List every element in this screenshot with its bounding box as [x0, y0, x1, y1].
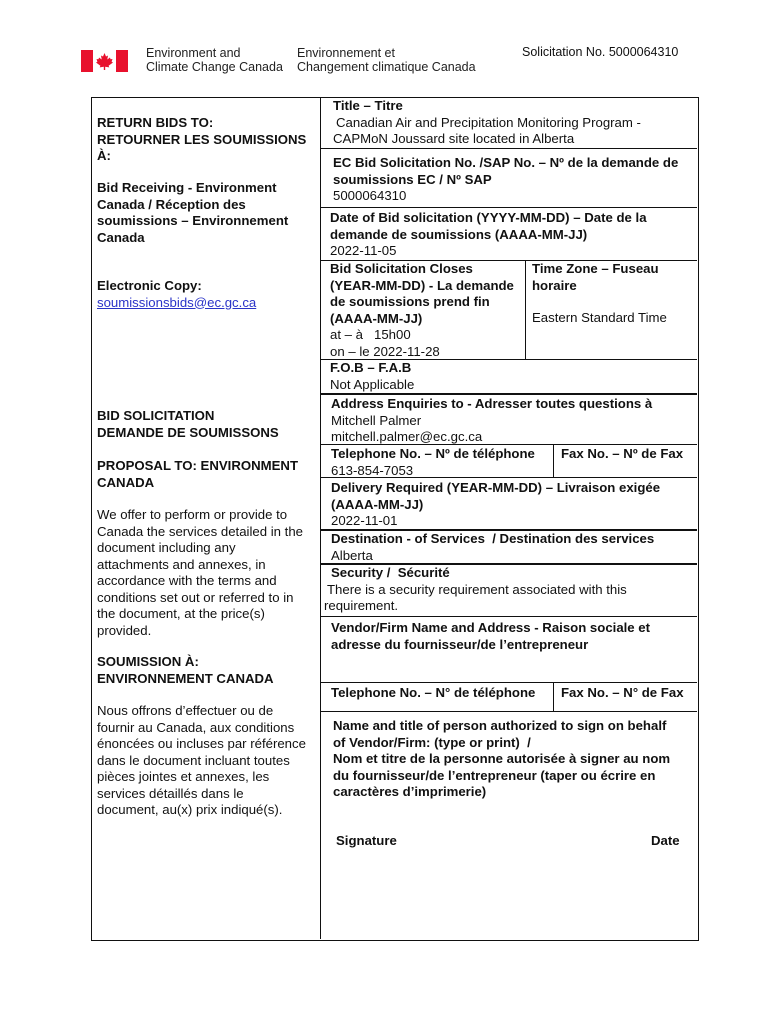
security-label: Security / Sécurité: [331, 565, 450, 580]
title-section: [333, 98, 641, 148]
date-label-line2: demande de soumissions (AAAA-MM-JJ): [330, 226, 588, 242]
destination-label: Destination - of Services / Destination des services: [331, 531, 655, 546]
electronic-copy-email-link[interactable]: soumissionsbids@ec.gc.ca: [97, 294, 257, 310]
proposal-heading: [97, 458, 298, 491]
offer-en-line: We offer to perform or provide to: [97, 507, 288, 522]
closes-line3: de soumissions prend fin: [330, 294, 490, 309]
authorized-line1: Name and title of person authorized to sign on behalf: [333, 718, 667, 733]
bid-receiving-line1: Bid Receiving - Environment: [97, 180, 277, 195]
divider: [553, 444, 554, 478]
fob-section: [330, 360, 414, 393]
authorized-line3: Nom et titre de la personne autorisée à signer au nom: [333, 751, 671, 766]
title-line2: CAPMoN Joussard site located in Alberta: [333, 131, 575, 146]
offer-fr-line: dans le document incluant toutes: [97, 752, 290, 768]
offer-en-line: accordance with the terms and: [97, 573, 277, 588]
dept-en-line2: Climate Change Canada: [146, 59, 283, 74]
divider: [320, 148, 697, 149]
authorized-line2: of Vendor/Firm: (type or print) /: [333, 734, 531, 750]
electronic-copy-label: Electronic Copy:: [97, 278, 202, 293]
dept-fr-line1: Environnement et: [297, 46, 395, 60]
bid-solicitation-line2: DEMANDE DE SOUMISSONS: [97, 424, 279, 440]
solicitation-date-section: [330, 210, 647, 260]
bid-solicitation-line1: BID SOLICITATION: [97, 408, 215, 423]
destination-section: [331, 531, 654, 564]
delivery-value: 2022-11-01: [331, 513, 398, 528]
fob-label: F.O.B – F.A.B: [330, 360, 412, 375]
bid-receiving-line4: Canada: [97, 229, 145, 245]
return-bids-line1: RETURN BIDS TO:: [97, 115, 214, 130]
bid-solicitation-heading: [97, 408, 279, 441]
bid-receiving-line2: Canada / Réception des: [97, 196, 246, 212]
offer-fr-line: fournir au Canada, aux conditions: [97, 719, 295, 735]
return-bids-line3: À:: [97, 148, 111, 163]
security-section: [324, 565, 627, 615]
time-zone-section: [532, 261, 667, 327]
offer-en-line: attachments and annexes, in: [97, 556, 266, 572]
solicitation-number: Solicitation No. 5000064310: [522, 45, 679, 59]
electronic-copy: [97, 278, 256, 311]
offer-en-line: conditions set out or referred to in: [97, 589, 294, 605]
authorized-line5: caractères d’imprimerie): [333, 784, 487, 799]
offer-text-en: [97, 507, 303, 639]
divider: [320, 616, 697, 617]
enquiries-email: mitchell.palmer@ec.gc.ca: [331, 429, 483, 444]
offer-fr-line: services détaillés dans le: [97, 785, 244, 801]
sap-label-line2: soumissions EC / Nº SAP: [333, 171, 492, 187]
dept-name-fr: [297, 47, 476, 74]
telephone-value: 613-854-7053: [331, 462, 414, 478]
authorized-section: [333, 718, 670, 801]
enquiries-label: Address Enquiries to - Adresser toutes questions à: [331, 396, 653, 411]
divider: [320, 207, 697, 208]
delivery-label-line2: (AAAA-MM-JJ): [331, 496, 424, 512]
divider: [320, 682, 697, 683]
tz-value: Eastern Standard Time: [532, 310, 667, 325]
offer-en-line: Canada the services detailed in the: [97, 523, 304, 539]
delivery-label-line1: Delivery Required (YEAR-MM-DD) – Livraison exigée: [331, 480, 661, 495]
closes-line4: (AAAA-MM-JJ): [330, 310, 423, 326]
divider: [553, 682, 554, 712]
date-label-line1: Date of Bid solicitation (YYYY-MM-DD) – Date de la: [330, 210, 647, 225]
title-line1: Canadian Air and Precipitation Monitoring Program -: [336, 114, 641, 130]
date-sign-label: Date: [651, 833, 680, 848]
offer-fr-line: pièces jointes et annexes, les: [97, 769, 270, 784]
bid-receiving-address: [97, 180, 288, 246]
title-label: Title – Titre: [333, 98, 403, 113]
offer-text-fr: [97, 703, 306, 819]
sap-value: 5000064310: [333, 188, 407, 203]
offer-fr-line: énoncées ou incluses par référence: [97, 736, 306, 751]
closes-line2: (YEAR-MM-DD) - La demande: [330, 277, 514, 293]
date-value: 2022-11-05: [330, 243, 397, 258]
soumission-line1: SOUMISSION À:: [97, 654, 199, 669]
closes-line1: Bid Solicitation Closes: [330, 261, 473, 276]
dept-en-line1: Environment and: [146, 46, 241, 60]
vendor-line1: Vendor/Firm Name and Address - Raison sociale et: [331, 620, 651, 635]
offer-en-line: provided.: [97, 622, 152, 638]
signature-label: Signature: [336, 833, 397, 848]
security-line2: requirement.: [324, 598, 399, 613]
authorized-line4: du fournisseur/de l’entrepreneur (taper ou écrire en: [333, 767, 656, 783]
vendor-fax-label: Fax No. – N° de Fax: [561, 685, 684, 700]
divider: [320, 711, 697, 712]
vendor-telephone-label: Telephone No. – N° de téléphone: [331, 685, 536, 700]
sap-label-line1: EC Bid Solicitation No. /SAP No. – Nº de la demande de: [333, 155, 679, 170]
return-bids-line2: RETOURNER LES SOUMISSIONS: [97, 131, 307, 147]
telephone-label: Telephone No. – Nº de téléphone: [331, 446, 535, 461]
enquiries-section: [331, 396, 652, 446]
vendor-line2: adresse du fournisseur/de l’entrepreneur: [331, 636, 589, 652]
destination-value: Alberta: [331, 547, 373, 563]
tz-line2: horaire: [532, 277, 577, 293]
sap-section: [333, 155, 678, 205]
proposal-line2: CANADA: [97, 474, 155, 490]
security-line1: There is a security requirement associated with this: [327, 581, 627, 597]
canada-flag-icon: [81, 50, 128, 72]
offer-en-line: the document, at the price(s): [97, 606, 265, 621]
delivery-section: [331, 480, 660, 530]
proposal-line1: PROPOSAL TO: ENVIRONMENT: [97, 458, 299, 473]
vendor-section: [331, 620, 650, 653]
divider: [320, 393, 697, 395]
fob-value: Not Applicable: [330, 376, 415, 392]
soumission-heading: [97, 654, 274, 687]
dept-fr-line2: Changement climatique Canada: [297, 59, 476, 74]
offer-fr-line: Nous offrons d’effectuer ou de: [97, 703, 274, 718]
bid-receiving-line3: soumissions – Environnement: [97, 213, 289, 228]
offer-en-line: document including any: [97, 540, 236, 555]
enquiries-name: Mitchell Palmer: [331, 412, 422, 428]
offer-fr-line: document, au(x) prix indiqué(s).: [97, 802, 283, 817]
fax-label: Fax No. – Nº de Fax: [561, 446, 684, 461]
soumission-line2: ENVIRONNEMENT CANADA: [97, 670, 274, 686]
return-bids-heading: [97, 115, 306, 165]
closing-section: [330, 261, 514, 360]
divider: [525, 260, 526, 359]
closes-time: at – à 15h00: [330, 327, 411, 342]
tz-line1: Time Zone – Fuseau: [532, 261, 659, 276]
closes-date: on – le 2022-11-28: [330, 343, 440, 359]
telephone-section: [331, 446, 535, 479]
dept-name-en: [146, 47, 283, 74]
column-divider: [320, 97, 321, 939]
